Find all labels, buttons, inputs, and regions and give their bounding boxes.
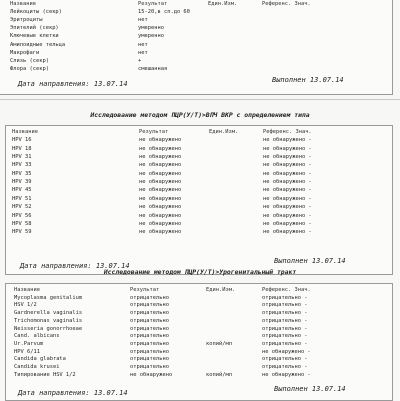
table-row (0, 65, 392, 73)
test-name: Gardnerella vaginalis (14, 310, 83, 317)
reference-value: не обнаружено - (262, 371, 311, 378)
test-result: не обнаружено (139, 204, 182, 211)
reference-value: не обнаружено - (263, 162, 312, 169)
table-row (0, 57, 392, 65)
urogenital-section-title: Исследование методом ПЦР(У/Т)>Урогенитальный тракт (103, 268, 297, 276)
test-units: копий/мл (206, 340, 232, 347)
table-row (6, 170, 392, 178)
test-result: не обнаружено (139, 179, 182, 186)
reference-value: отрицательно - (262, 317, 308, 324)
test-name: Эритроциты (10, 17, 43, 24)
test-name: HPV 59 (12, 229, 32, 236)
table-row (0, 49, 392, 57)
test-result: не обнаружено (130, 371, 173, 378)
table-row (0, 24, 392, 32)
test-name: Trichomonas vaginalis (14, 317, 83, 324)
test-result: не обнаружено (139, 145, 182, 152)
test-name: Эпителий (секр) (10, 25, 59, 32)
table-row (0, 32, 392, 40)
table-header-row (0, 0, 392, 8)
hpv-results-block (5, 125, 393, 275)
table-row (6, 195, 392, 203)
test-units: копий/мл (206, 371, 232, 378)
test-units: Един.Изм. (209, 129, 239, 135)
test-result: не обнаружено (139, 229, 182, 236)
test-result: отрицательно (130, 302, 169, 309)
table-row (6, 212, 392, 220)
table-row (6, 371, 392, 379)
reference-value: отрицательно - (262, 333, 308, 340)
completed-date: Выполнен 13.07.14 (272, 76, 344, 84)
direction-date: Дата направления: 13.07.14 (18, 80, 128, 88)
table-row (6, 136, 392, 144)
test-result: Результат (130, 287, 160, 293)
smear-results-block (0, 0, 393, 95)
table-row (6, 178, 392, 186)
table-row (6, 186, 392, 194)
test-name: HPV 35 (12, 170, 32, 177)
test-name: Ключевые клетки (10, 33, 59, 40)
test-result: Результат (139, 129, 169, 135)
reference-value: не обнаружено - (263, 204, 312, 211)
table-row (6, 145, 392, 153)
test-result: не обнаружено (139, 212, 182, 219)
reference-value: Референс. Знач. (263, 129, 312, 135)
direction-date: Дата направления: 13.07.14 (18, 389, 128, 397)
test-name: HPV 18 (12, 145, 32, 152)
test-name: HPV 58 (12, 220, 32, 227)
test-result: не обнаружено (139, 195, 182, 202)
test-name: Флора (секр) (10, 65, 49, 72)
table-row (6, 161, 392, 169)
test-name: HPV 33 (12, 162, 32, 169)
reference-value: не обнаружено - (263, 195, 312, 202)
test-result: отрицательно (130, 348, 169, 355)
test-result: нет (138, 17, 148, 24)
table-row (6, 228, 392, 236)
table-header-row (6, 128, 392, 136)
hpv-section-title: Исследование методом ПЦР(У/Т)>ВПЧ ВКР с определением типа (90, 111, 310, 119)
reference-value: не обнаружено - (263, 212, 312, 219)
test-name: Neisseria gonorrhoeae (14, 325, 83, 332)
test-units: Един.Изм. (206, 287, 236, 293)
urogenital-results-block (5, 283, 393, 401)
table-row (0, 16, 392, 24)
test-result: отрицательно (130, 317, 169, 324)
reference-value: отрицательно - (262, 302, 308, 309)
test-name: HPV 51 (12, 195, 32, 202)
test-result: отрицательно (130, 294, 169, 301)
test-name: Название (12, 129, 38, 135)
test-name: Ur.Parvum (14, 340, 44, 347)
test-result: не обнаружено (139, 162, 182, 169)
reference-value: Референс. Знач. (262, 1, 311, 7)
test-result: 15-20,в сп.до 60 (138, 9, 190, 16)
table-row (0, 8, 392, 16)
table-row (6, 153, 392, 161)
direction-date: Дата направления: 13.07.14 (20, 262, 130, 270)
reference-value: отрицательно - (262, 325, 308, 332)
test-result: отрицательно (130, 310, 169, 317)
reference-value: не обнаружено - (262, 348, 311, 355)
test-name: HPV 52 (12, 204, 32, 211)
reference-value: не обнаружено - (263, 137, 312, 144)
table-row (6, 220, 392, 228)
test-result: отрицательно (130, 333, 169, 340)
test-name: Слизь (секр) (10, 57, 49, 64)
reference-value: не обнаружено - (263, 154, 312, 161)
completed-date: Выполнен 13.07.14 (274, 385, 346, 393)
reference-value: не обнаружено - (263, 187, 312, 194)
test-name: HPV 56 (12, 212, 32, 219)
test-result: умеренно (138, 33, 164, 40)
reference-value: отрицательно - (262, 356, 308, 363)
test-result: нет (138, 41, 148, 48)
test-result: отрицательно (130, 356, 169, 363)
reference-value: не обнаружено - (263, 145, 312, 152)
test-result: + (138, 57, 142, 64)
test-name: Типирование HSV 1/2 (14, 371, 76, 378)
test-name: Mycoplasma genitalium (14, 294, 83, 301)
test-result: отрицательно (130, 325, 169, 332)
test-result: смешанная (138, 65, 168, 72)
test-result: не обнаружено (139, 220, 182, 227)
test-name: Candida krusei (14, 364, 60, 370)
table-row (0, 41, 392, 49)
test-name: Амилоидные тельца (10, 41, 66, 48)
reference-value: не обнаружено - (263, 229, 312, 236)
test-name: HPV 45 (12, 187, 32, 194)
test-name: HPV 31 (12, 154, 32, 161)
test-name: Название (10, 1, 36, 7)
test-result: отрицательно (130, 340, 169, 347)
section-divider (0, 99, 400, 100)
test-result: не обнаружено (139, 170, 182, 177)
test-result: нет (138, 49, 148, 56)
reference-value: отрицательно - (262, 310, 308, 317)
test-name: Макрофаги (10, 49, 40, 56)
table-row (6, 203, 392, 211)
test-result: умеренно (138, 25, 164, 32)
test-name: Название (14, 287, 40, 293)
test-name: Cand. albicans (14, 333, 60, 340)
reference-value: отрицательно - (262, 294, 308, 301)
reference-value: Референс. Знач. (262, 287, 311, 293)
reference-value: не обнаружено - (263, 220, 312, 227)
test-result: не обнаружено (139, 187, 182, 194)
reference-value: не обнаружено - (263, 170, 312, 177)
test-name: HPV 16 (12, 137, 32, 144)
reference-value: отрицательно - (262, 340, 308, 347)
test-units: Един.Изм. (208, 1, 238, 7)
test-name: Candida glabrata (14, 356, 66, 363)
test-name: Лейкоциты (секр) (10, 9, 62, 16)
test-result: отрицательно (130, 364, 169, 370)
test-name: HPV 39 (12, 179, 32, 186)
test-result: не обнаружено (139, 137, 182, 144)
reference-value: не обнаружено - (263, 179, 312, 186)
reference-value: отрицательно - (262, 364, 308, 370)
test-name: HSV 1/2 (14, 302, 37, 309)
completed-date: Выполнен 13.07.14 (274, 257, 346, 265)
test-result: не обнаружено (139, 154, 182, 161)
test-result: Результат (138, 1, 168, 7)
test-name: HPV 6/11 (14, 348, 40, 355)
